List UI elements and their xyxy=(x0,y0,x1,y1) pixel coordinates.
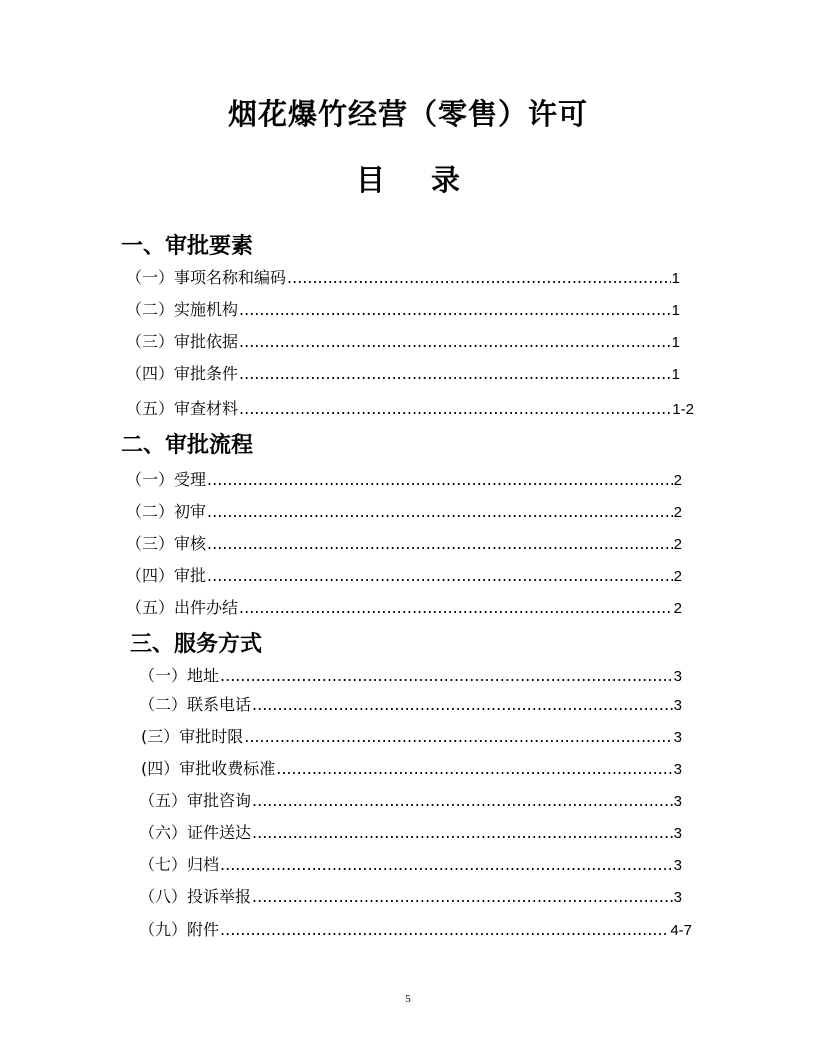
toc-entry-label: （四）审批条件 xyxy=(126,364,239,383)
toc-entry-label: （一）事项名称和编码 xyxy=(126,268,287,287)
toc-entry-page: 3 xyxy=(673,729,682,746)
dot-leader xyxy=(244,727,672,746)
dot-leader xyxy=(220,855,673,874)
toc-entry-page: 1 xyxy=(671,334,680,351)
toc-entry xyxy=(141,724,682,746)
dot-leader xyxy=(252,791,673,810)
toc-entry-page: 2 xyxy=(673,472,682,489)
toc-entry-page: 3 xyxy=(673,889,682,906)
toc-entry xyxy=(126,361,680,383)
toc-entry xyxy=(126,467,682,489)
toc-entry-label: （二）初审 xyxy=(126,502,207,521)
dot-leader xyxy=(220,666,673,685)
toc-entry-label: （一）受理 xyxy=(126,470,207,489)
toc-heading-left: 目 xyxy=(355,163,385,197)
dot-leader xyxy=(207,470,673,489)
document-title: 烟花爆竹经营（零售）许可 xyxy=(227,97,588,131)
toc-entry-page: 3 xyxy=(673,761,682,778)
section-title-service-methods: 三、服务方式 xyxy=(130,632,263,657)
toc-entry xyxy=(139,663,682,685)
toc-entry-page: 3 xyxy=(673,697,682,714)
toc-entry xyxy=(126,595,682,617)
toc-entry-label: （九）附件 xyxy=(139,920,220,939)
toc-entry xyxy=(139,692,682,714)
dot-leader xyxy=(220,920,669,939)
toc-entry xyxy=(139,917,692,939)
toc-entry-label: （八）投诉举报 xyxy=(139,887,252,906)
toc-entry xyxy=(139,884,682,906)
dot-leader xyxy=(207,566,673,585)
dot-leader xyxy=(239,364,671,383)
toc-entry xyxy=(141,756,682,778)
dot-leader xyxy=(287,268,671,287)
toc-heading-right: 录 xyxy=(431,163,461,197)
toc-entry-page: 1 xyxy=(671,302,680,319)
dot-leader xyxy=(207,502,673,521)
toc-entry-page: 3 xyxy=(673,668,682,685)
toc-entry-label: （三）审批依据 xyxy=(126,332,239,351)
dot-leader xyxy=(239,332,671,351)
toc-entry-label: （五）出件办结 xyxy=(126,598,239,617)
dot-leader xyxy=(239,399,671,418)
toc-entry xyxy=(139,852,682,874)
dot-leader xyxy=(276,759,672,778)
dot-leader xyxy=(239,300,671,319)
toc-entry-label: （一）地址 xyxy=(139,666,220,685)
toc-entry-page: 1-2 xyxy=(672,401,694,418)
toc-entry-page: 2 xyxy=(673,536,682,553)
toc-entry xyxy=(139,788,682,810)
toc-entry-page: 4-7 xyxy=(670,922,692,939)
toc-entry xyxy=(126,265,680,287)
toc-entry xyxy=(126,297,680,319)
toc-entry xyxy=(126,499,682,521)
dot-leader xyxy=(207,534,673,553)
toc-entry-page: 2 xyxy=(673,504,682,521)
toc-entry-label: （二）实施机构 xyxy=(126,300,239,319)
toc-entry-label: (三）审批时限 xyxy=(141,727,244,746)
dot-leader xyxy=(252,823,673,842)
dot-leader xyxy=(252,695,673,714)
toc-entry-page: 3 xyxy=(673,793,682,810)
toc-entry-page: 3 xyxy=(673,857,682,874)
toc-entry xyxy=(126,396,694,418)
toc-entry-page: 2 xyxy=(673,568,682,585)
toc-entry xyxy=(126,329,680,351)
dot-leader xyxy=(239,598,673,617)
toc-entry-page: 1 xyxy=(671,270,680,287)
toc-entry-page: 2 xyxy=(673,600,682,617)
page-number: 5 xyxy=(405,993,411,1005)
toc-entry-label: （七）归档 xyxy=(139,855,220,874)
toc-entry-label: （三）审核 xyxy=(126,534,207,553)
toc-entry-label: （四）审批 xyxy=(126,566,207,585)
toc-entry xyxy=(139,820,682,842)
toc-heading xyxy=(0,158,816,199)
section-title-approval-elements: 一、审批要素 xyxy=(121,234,254,259)
toc-entry-label: （六）证件送达 xyxy=(139,823,252,842)
toc-entry-label: （五）审批咨询 xyxy=(139,791,252,810)
toc-entry xyxy=(126,531,682,553)
section-title-approval-process: 二、审批流程 xyxy=(121,433,254,458)
toc-entry-label: （五）审查材料 xyxy=(126,399,239,418)
toc-entry-page: 1 xyxy=(671,366,680,383)
toc-entry-label: (四）审批收费标准 xyxy=(141,759,276,778)
toc-entry-page: 3 xyxy=(673,825,682,842)
toc-entry-label: （二）联系电话 xyxy=(139,695,252,714)
toc-entry xyxy=(126,563,682,585)
dot-leader xyxy=(252,887,673,906)
